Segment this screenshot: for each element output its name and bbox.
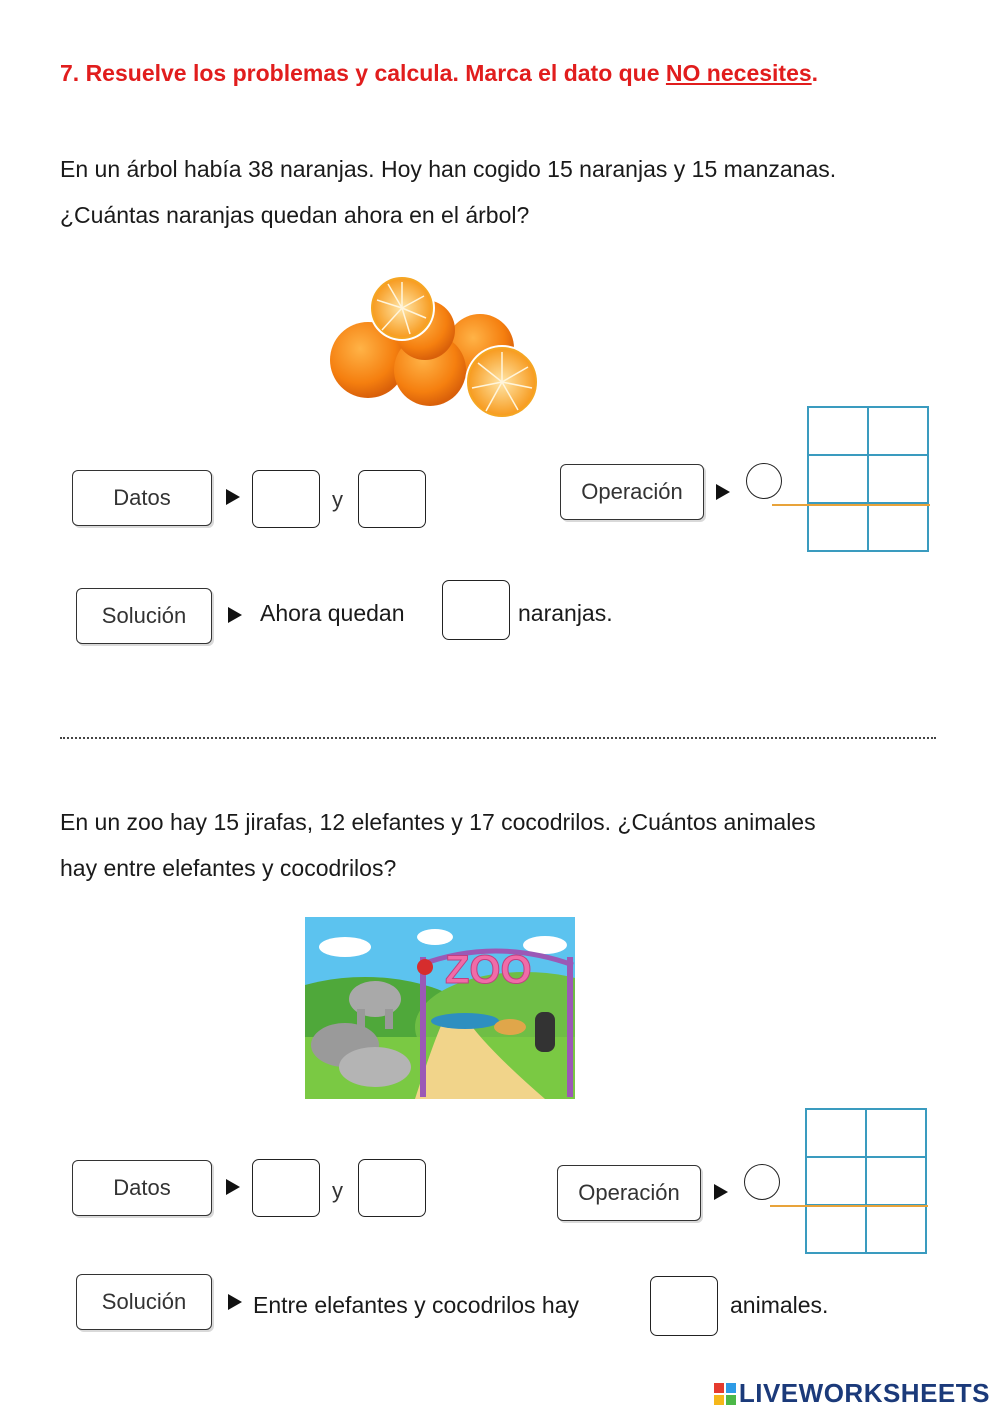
arrow-icon: [228, 1294, 242, 1310]
operation-sign-1[interactable]: [746, 463, 782, 499]
zoo-image: [305, 917, 575, 1099]
grid-cell[interactable]: [866, 1109, 926, 1157]
grid-cell[interactable]: [806, 1109, 866, 1157]
arrow-icon: [226, 1179, 240, 1195]
solucion-label-1: Solución: [76, 588, 212, 644]
problem1-line2: ¿Cuántas naranjas quedan ahora en el árbol?: [60, 202, 530, 228]
solucion-label-2: Solución: [76, 1274, 212, 1330]
solution-text-after-2: animales.: [730, 1292, 829, 1318]
y-label-1: y: [332, 487, 343, 512]
grid-cell[interactable]: [868, 455, 928, 503]
liveworksheets-logo: [714, 1378, 990, 1409]
solution-answer-2[interactable]: [650, 1276, 718, 1336]
solution-text-after-1: naranjas.: [518, 600, 613, 626]
datos-answer-2a[interactable]: [252, 1159, 320, 1217]
title-underlined: NO necesites: [665, 60, 812, 86]
section-divider: [60, 737, 936, 739]
exercise-title: [60, 60, 818, 87]
grid-cell[interactable]: [808, 455, 868, 503]
datos-answer-2b[interactable]: [358, 1159, 426, 1217]
solution-answer-1[interactable]: [442, 580, 510, 640]
solution-text-before-1: Ahora quedan: [260, 600, 405, 626]
operacion-label-1: Operación: [560, 464, 704, 520]
grid-cell[interactable]: [866, 1157, 926, 1205]
operation-line-2: [770, 1205, 928, 1207]
grid-cell[interactable]: [866, 1205, 926, 1253]
grid-cell[interactable]: [868, 407, 928, 455]
solution-text-before-2: Entre elefantes y cocodrilos hay: [253, 1292, 580, 1318]
oranges-image: [320, 270, 550, 430]
operation-grid-2[interactable]: [805, 1108, 927, 1254]
grid-cell[interactable]: [806, 1157, 866, 1205]
datos-answer-1b[interactable]: [358, 470, 426, 528]
grid-cell[interactable]: [868, 503, 928, 551]
arrow-icon: [228, 607, 242, 623]
title-prefix: 7. Resuelve los problemas y calcula. Marca el dato que: [60, 60, 666, 86]
arrow-icon: [716, 484, 730, 500]
datos-label-1: Datos: [72, 470, 212, 526]
brand-text: LIVEWORKSHEETS: [738, 1378, 990, 1408]
y-label-2: y: [332, 1178, 343, 1203]
arrow-icon: [714, 1184, 728, 1200]
operation-sign-2[interactable]: [744, 1164, 780, 1200]
brand-badge-icon: [714, 1383, 736, 1405]
problem1-line1: En un árbol había 38 naranjas. Hoy han cogido 15 naranjas y 15 manzanas.: [60, 156, 837, 182]
operation-grid-1[interactable]: [807, 406, 929, 552]
arrow-icon: [226, 489, 240, 505]
grid-cell[interactable]: [808, 503, 868, 551]
grid-cell[interactable]: [808, 407, 868, 455]
problem2-line2: hay entre elefantes y cocodrilos?: [60, 855, 397, 881]
grid-cell[interactable]: [806, 1205, 866, 1253]
operacion-label-2: Operación: [557, 1165, 701, 1221]
problem2-line1: En un zoo hay 15 jirafas, 12 elefantes y 17 cocodrilos. ¿Cuántos animales: [60, 809, 816, 835]
datos-answer-1a[interactable]: [252, 470, 320, 528]
datos-label-2: Datos: [72, 1160, 212, 1216]
operation-line-1: [772, 504, 930, 506]
zoo-sign: ZOO: [445, 948, 532, 992]
title-suffix: .: [811, 60, 819, 86]
